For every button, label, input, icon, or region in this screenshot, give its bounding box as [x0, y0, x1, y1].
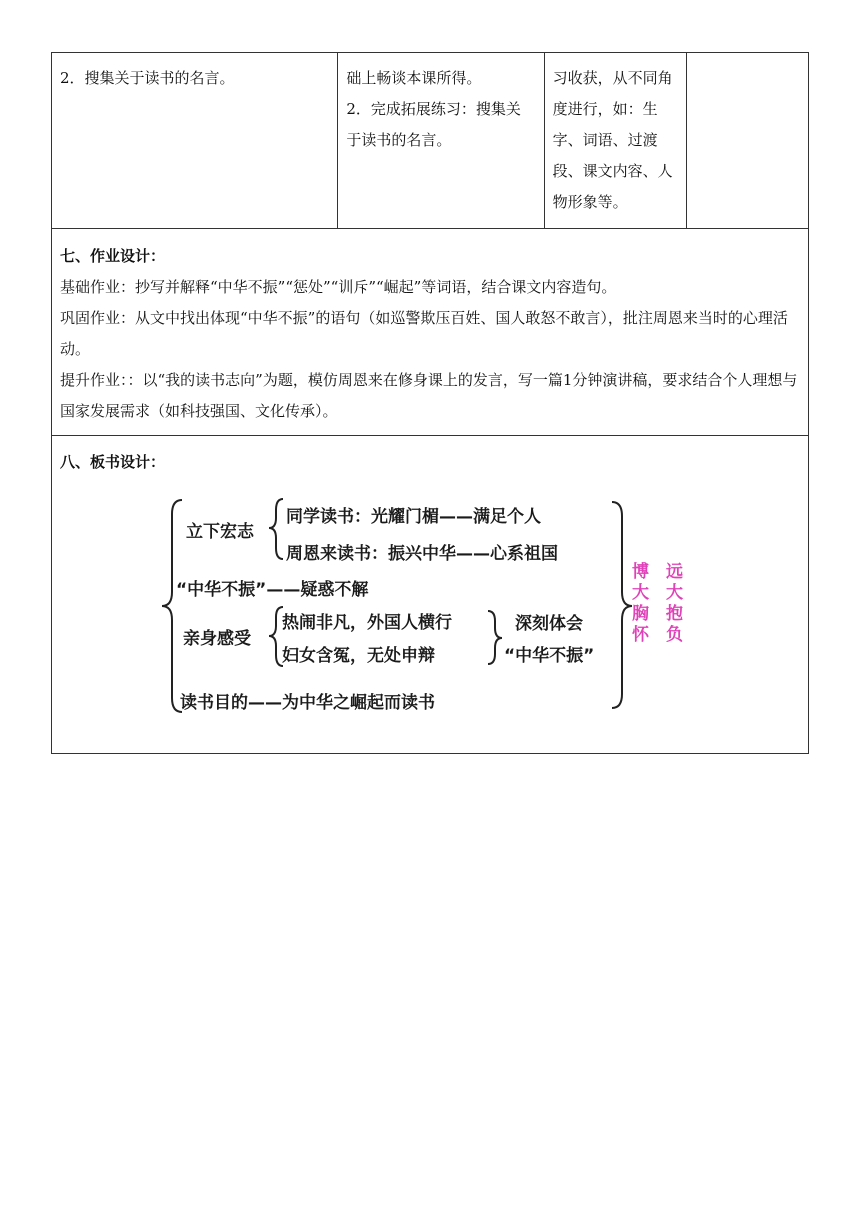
homework-cell: [52, 229, 809, 436]
branch3-item-b: 妇女含冤，无处申辩: [282, 646, 435, 666]
board-section: [52, 436, 808, 753]
activity-cell-4: [686, 53, 808, 229]
branch1-item-b: 周恩来读书：振兴中华——心系祖国: [286, 544, 558, 564]
homework-title: 七、作业设计：: [60, 247, 166, 265]
homework-section: [52, 229, 808, 435]
branch1-label: 立下宏志: [186, 522, 254, 542]
branch4-label: 读书目的——为中华之崛起而读书: [180, 693, 435, 713]
activity-line: 础上畅谈本课所得。: [346, 69, 482, 87]
activity-cell-2: [338, 53, 544, 229]
branch3-item-a: 热闹非凡，外国人横行: [282, 613, 452, 633]
side-left-char: 怀: [632, 625, 649, 645]
board-title: 八、板书设计：: [60, 453, 166, 471]
side-left-char: 大: [632, 583, 649, 603]
side-left-char: 博: [632, 562, 649, 582]
branch1-item-a: 同学读书：光耀门楣——满足个人: [286, 507, 541, 527]
lesson-plan-sheet: [51, 52, 809, 754]
activity-text-1: 2．搜集关于读书的名言。: [60, 69, 235, 87]
activity-line: 2．完成拓展练习：搜集关于读书的名言。: [346, 100, 521, 149]
outer-right-brace: [612, 502, 632, 708]
activity-cell-1: [52, 53, 338, 229]
board-cell: [52, 436, 809, 754]
branch3-left-brace: [269, 607, 283, 666]
homework-improve: 提升作业：：以“我的读书志向”为题，模仿周恩来在修身课上的发言，写一篇1分钟演讲稿，要求结合个人理想与国家发展需求（如科技强国、文化传承）。: [60, 371, 798, 420]
homework-row: [52, 229, 809, 436]
activity-row: [52, 53, 809, 229]
side-right-char: 抱: [666, 604, 683, 624]
activity-text-3: 习收获，从不同角度进行，如：生字、词语、过渡段、课文内容、人物形象等。: [552, 69, 673, 211]
side-right-char: 大: [666, 583, 683, 603]
activity-text-4: [687, 53, 808, 71]
homework-basic: 基础作业：抄写并解释“中华不振”“惩处”“训斥”“崛起”等词语，结合课文内容造句。: [60, 278, 617, 296]
branch3-label: 亲身感受: [183, 629, 251, 649]
homework-consolidate: 巩固作业：从文中找出体现“中华不振”的语句（如巡警欺压百姓、国人敢怒不敢言），批注周恩来当时的心理活动。: [60, 309, 788, 358]
activity-text-2: [338, 53, 543, 164]
activity-cell-3: [544, 53, 686, 229]
side-right-char: 负: [666, 625, 683, 645]
branch3-conclusion-2: “中华不振”: [504, 646, 595, 666]
branch2-label: “中华不振”——疑惑不解: [176, 580, 369, 600]
side-right-char: 远: [666, 562, 683, 582]
branch3-conclusion-1: 深刻体会: [515, 614, 583, 634]
outer-left-brace: [162, 500, 182, 712]
lesson-plan-table: [51, 52, 809, 754]
board-row: [52, 436, 809, 754]
branch3-right-brace: [488, 611, 502, 664]
side-left-char: 胸: [632, 604, 649, 624]
branch1-brace: [269, 499, 283, 559]
board-diagram: [52, 436, 810, 753]
